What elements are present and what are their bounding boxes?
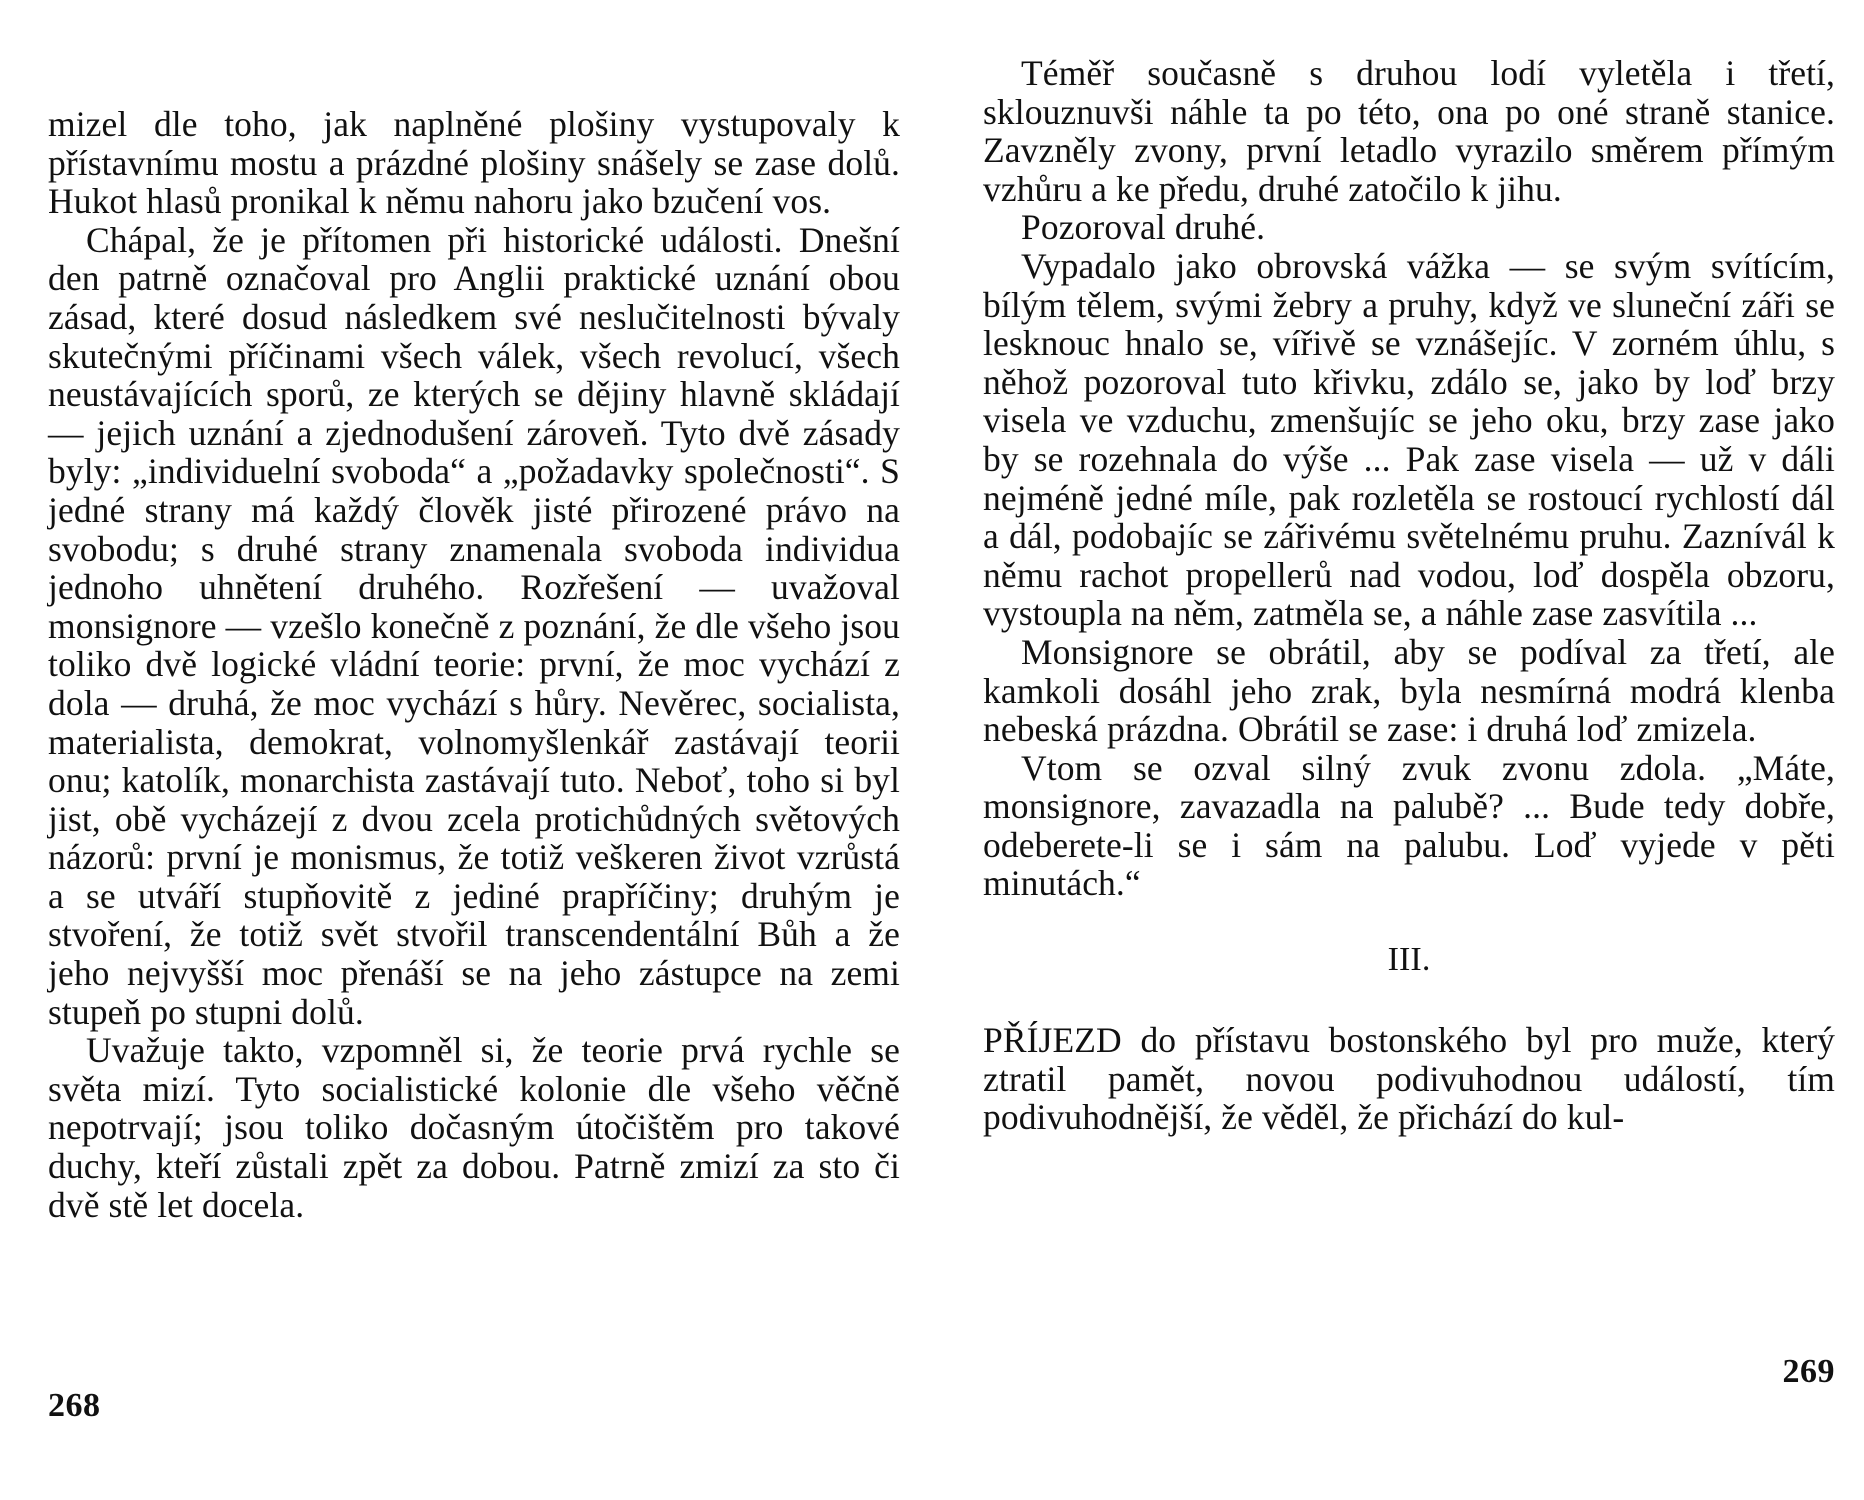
- left-paragraph-2: Chápal, že je přítomen při historické události. Dnešní den patrně označoval pro Anglii praktické uznání obou zásad, které dosud následkem své neslučitelnosti bývaly skutečnými příčinami všech válek, všech revolucí, všech neustávajících sporů, ze kterých se dějiny hlavně skládají — jejich uznání a zjednodušení zároveň. Tyto dvě zásady byly: „individuelní svoboda“ a „požadavky společnosti“. S jedné strany má každý člověk jisté přirozené právo na svobodu; s druhé strany znamenala svoboda individua jednoho uhnětení druhého. Rozřešení — uvažoval monsignore — vzešlo konečně z poznání, že dle všeho jsou toliko dvě logické vládní teorie: první, že moc vychází z dola — druhá, že moc vychází s hůry. Nevěrec, socialista, materialista, demokrat, volnomyšlenkář zastávají teorii onu; katolík, monarchista zastávají tuto. Neboť, toho si byl jist, obě vycházejí z dvou zcela protichůdných světových názorů: první je monismus, že totiž veškeren život vzrůstá a se utváří stupňovitě z jediné prapříčiny; druhým je stvoření, že totiž svět stvořil transcendentální Bůh a že jeho nejvyšší moc přenáší se na jeho zástupce na zemi stupeň po stupni dolů.: [48, 219, 900, 1032]
- left-paragraph-3: Uvažuje takto, vzpomněl si, že teorie prvá rychle se světa mizí. Tyto socialistické kolonie dle všeho věčně nepotrvají; jsou toliko dočasným útočištěm pro takové duchy, kteří zůstali zpět za dobou. Patrně zmizí za sto či dvě stě let docela.: [48, 1030, 900, 1225]
- right-page-text: [983, 54, 1835, 1137]
- left-paragraph-1: mizel dle toho, jak naplněné plošiny vystupovaly k přístavnímu mostu a prázdné plošiny snášely se zase dolů. Hukot hlasů pronikal k němu nahoru jako bzučení vos.: [48, 104, 900, 222]
- chapter-opening-paragraph: PŘÍJEZD do přístavu bostonského byl pro muže, který ztratil pamět, novou podivuhodnou událostí, tím podivuhodnější, že věděl, že přichází do kul-: [983, 1020, 1835, 1138]
- right-paragraph-3: Vypadalo jako obrovská vážka — se svým svítícím, bílým tělem, svými žebry a pruhy, když ve sluneční záři se lesknouc hnalo se, vířivě se vznášejíc. V zorném úhlu, s něhož pozoroval tuto křivku, zdálo se, jako by loď brzy visela ve vzduchu, zmenšujíc se jeho oku, brzy zase jako by se rozehnala do výše ... Pak zase visela — už v dáli nejméně jedné míle, pak rozletěla se rostoucí rychlostí dál a dál, podobajíc se zářivému světelnému pruhu. Zaznívál k němu rachot propellerů nad vodou, loď dospěla obzoru, vystoupla na něm, zatměla se, a náhle zase zasvítila ...: [983, 245, 1835, 634]
- right-paragraph-1: Téměř současně s druhou lodí vyletěla i třetí, sklouznuvši náhle ta po této, ona po oné straně stanice. Zavzněly zvony, první letadlo vyrazilo směrem přímým vzhůru a ke předu, druhé zatočilo k jihu.: [983, 53, 1835, 209]
- right-paragraph-4: Monsignore se obrátil, aby se podíval za třetí, ale kamkoli dosáhl jeho zrak, byla nesmírná modrá klenba nebeská prázdna. Obrátil se zase: i druhá loď zmizela.: [983, 631, 1835, 750]
- chapter-heading: III.: [1387, 941, 1431, 979]
- right-paragraph-5: Vtom se ozval silný zvuk zvonu zdola. „Máte, monsignore, zavazadla na palubě? ... Bude tedy dobře, odeberete-li se i sám na palubu. Loď vyjede v pěti minutách.“: [983, 747, 1835, 904]
- left-page-text: [48, 105, 900, 1224]
- left-page-number: 268: [48, 1387, 101, 1424]
- right-page: [983, 0, 1835, 1500]
- right-page-number: 269: [1782, 1353, 1835, 1390]
- right-paragraph-2: Pozoroval druhé.: [1021, 207, 1266, 248]
- left-page: [48, 0, 900, 1500]
